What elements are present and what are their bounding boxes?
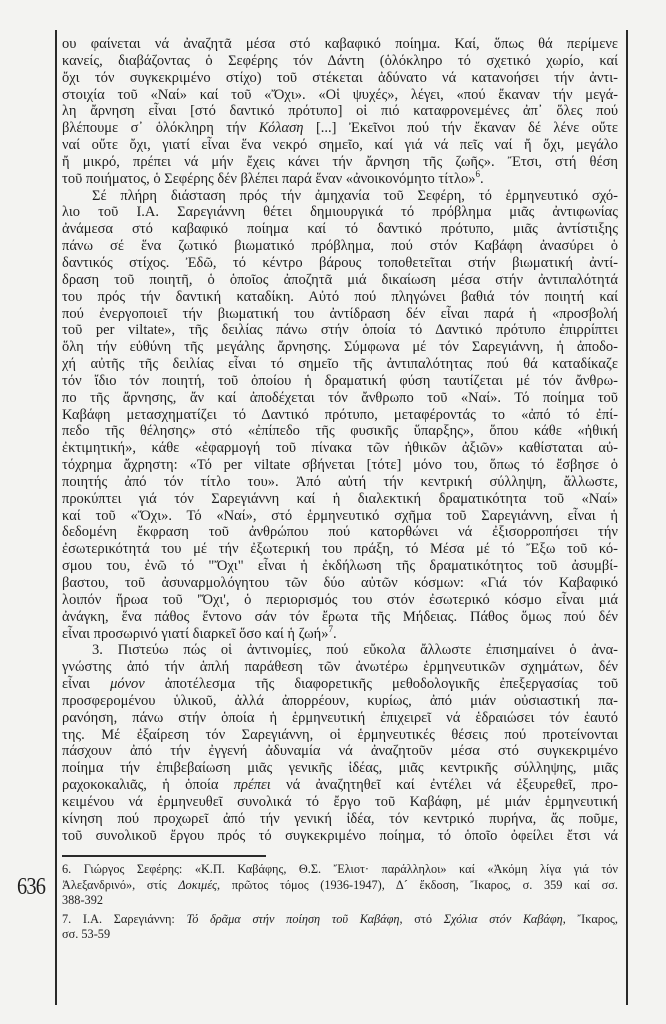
footnote-separator <box>62 855 266 857</box>
text-line: τόχρημα ἄχρηστη: «Τό per viltate σβήνεται [τότε] μόνο του, ὅπως τό ἔσβησε ὁ <box>62 457 618 474</box>
italic-text: μόνον <box>110 676 145 693</box>
text-line: πο τῆς ἄρνησης, ἄν καί ἀποδέχεται τόν ἄνθρωπο τοῦ «Ναί». Τό ποίημα τοῦ <box>62 389 618 406</box>
italic-text: Δοκιμές <box>178 877 218 892</box>
text-line: γνώστης ἀπό τήν ἁπλή παράθεση τῶν ἀνωτέρω ἑρμηνευτικῶν σχημάτων, δέν <box>62 659 618 676</box>
text-line: πεδο τῆς θέλησης» στό «ἐπίπεδο τῆς φυσικῆς ὕπαρξης», ὅπου κάθε «ἠθική <box>62 423 618 440</box>
body-text <box>62 36 618 845</box>
text-line: εἶναι προσωρινό γιατί διαρκεῖ ὅσο καί ἡ ζωή»$^7$. <box>62 623 337 642</box>
text-line: χή αὐτῆς τῆς δειλίας εἶναι τό σημεῖο τῆς ἀντιπαλότητας πού θά καταδίκαζε <box>62 356 618 373</box>
text-line: ἐσωτερικότητά του μέ τήν ἐξωτερική του πράξη, τό Μέσα μέ τό Ἔξω τοῦ κό- <box>62 541 618 558</box>
text-line: δεδομένη ἔκφραση τοῦ ἀνθρώπου πού κατορθώνει νά ἐξισορροπήσει τήν <box>62 524 618 541</box>
text-line: Σέ πλήρη διάσταση πρός τήν ἀμηχανία τοῦ Σεφέρη, τό ἑρμηνευτικό σχό- <box>92 187 618 204</box>
text-line: βλέπουμε σ᾿ ὁλόκληρη τήν Κόλαση [...] Ἐκεῖνοι πού τήν ἔκαναν δέ λένε οὔτε <box>62 120 618 137</box>
text-line: ὄχι τόν συγκεκριμένο στίχο) τοῦ στέκεται ἀδύνατο νά κατανοήσει τήν ἀντι- <box>62 69 618 86</box>
text-line: ὅλη τήν εὐθύνη τῆς μεγάλης ἄρνησης. Σύμφωνα μέ τόν Σαρεγιάννη, ἡ ἀποδο- <box>62 339 618 356</box>
page-number: 636 <box>17 874 46 900</box>
paragraph <box>62 642 618 844</box>
text-line: ποίημα τήν ἐπιβεβαίωση μιᾶς γενικῆς ἰδέας, μιᾶς κεντρικῆς σύλληψης, μιᾶς <box>62 760 618 777</box>
text-line: ραχοκοκαλιᾶς, ἡ ὁποία πρέπει νά ἀναζητηθεῖ καί ἐντέλει νά ἐξευρεθεῖ, προ- <box>62 777 618 794</box>
text-line: ἀνάμεσα στό καβαφικό ποίημα καί τό δαντικό πρότυπο, μιᾶς ἀντίστιξης <box>62 221 618 238</box>
italic-text: Τό δρᾶμα στήν ποίηση τοῦ Καβάφη <box>186 911 400 926</box>
text-line: του πρός τήν δαντική καταδίκη. Αὐτό πού πληγώνει βαθιά τόν ποιητή καί <box>62 288 618 305</box>
text-line: προσφερομένου ὑλικοῦ, ἀλλά ἀπορρέουν, κυρίως, ἀπό μιάν οὐσιαστική πα- <box>62 692 618 709</box>
footnote-line: 6. Γιώργος Σεφέρης: «Κ.Π. Καβάφης, Θ.Σ. Ἔλιοτ· παράλληλοι» καί «Ἀκόμη λίγα γιά τόν <box>62 862 618 876</box>
text-line: λιο τοῦ Ι.Α. Σαρεγιάννη θέτει δημιουργικά τό πρόβλημα μιᾶς ἀντιφωνίας <box>62 204 618 221</box>
text-line: της. Μέ ἐξαίρεση τόν Σαρεγιάννη, οἱ ἑρμηνευτικές θέσεις πού προτείνονται <box>62 726 618 743</box>
footnote-line: σσ. 53-59 <box>62 927 111 941</box>
paragraph <box>62 36 618 188</box>
text-line: κειμένου νά ἑρμηνευθεῖ συνολικά τό ἔργο τοῦ Καβάφη, μέ μιάν ἑρμηνευτική <box>62 793 618 810</box>
text-line: τοῦ per viltate», τῆς δειλίας πάνω στήν ὁποία τό Δαντικό πρότυπο ἐπιρρίπτει <box>62 322 618 339</box>
text-line: κανείς, διαβάζοντας ὁ Σεφέρης τόν Δάντη (ὁλόκληρο τό σχετικό χωρίο, καί <box>62 52 618 69</box>
text-line: τόν ἴδιο τόν ποιητή, τοῦ ὁποίου ἡ δραματική φύση ταυτίζεται μέ τόν ἄνθρω- <box>62 372 618 389</box>
text-line: δραση τοῦ ποιητῆ, ὁ ὁποῖος ἀποζητᾶ μιά δικαίωση μέσα στήν ἀντιπαλότητά <box>62 271 618 288</box>
text-line: ρανόηση, πάνω στήν ὁποία ἡ ἑρμηνευτική ἐπιχειρεῖ νά ἑδραιώσει τόν ἑαυτό <box>62 709 618 726</box>
text-line: ναί οὔτε ὄχι, γιατί εἶναι ἕνα νεκρό σημεῖο, καί γιά νά πεῖς ναί ἤ ὄχι, μεγάλο <box>62 137 618 154</box>
text-line: στοιχία τοῦ «Ναί» καί τοῦ «Ὄχι». «Οἱ ψυχές», λέγει, «πού ἔκαναν τήν μεγά- <box>62 86 618 103</box>
text-line: πού ἐνεργοποιεῖ τήν βιωματική του ἀντίδραση δέν εἶναι παρά ἡ «προσβολή <box>62 305 618 322</box>
footnote-line: 388-392 <box>62 893 103 907</box>
text-line: 3. Πιστεύω πώς οἱ ἀντινομίες, πού εὔκολα ἄλλωστε ἐπισημαίνει ὁ ἀνα- <box>92 642 618 659</box>
text-line: λοιπόν ἥρωα τοῦ 'Ὄχι', ὁ περιορισμός του στόν ἐσωτερικό κόσμο εἶναι μιά <box>62 591 618 608</box>
text-line: προκύπτει γιά τόν Σαρεγιάννη καί ἡ διαλεκτική δραματικότητα τοῦ «Ναί» <box>62 490 618 507</box>
text-line: τοῦ ποιήματος, ὁ Σεφέρης δέν βλέπει παρά ἕναν «ἀνοικονόμητο τίτλο»$^6$. <box>62 168 484 187</box>
text-line: καί τοῦ «Ὄχι». Τό «Ναί», στό ἑρμηνευτικό σχῆμα τοῦ Σαρεγιάννη, εἶναι ἡ <box>62 507 618 524</box>
left-margin-rule <box>55 30 57 1005</box>
text-line: ου φαίνεται νά ἀναζητᾶ μέσα στό καβαφικό ποίημα. Καί, ὅπως θά περίμενε <box>62 36 618 52</box>
text-line: τοῦ συνολικοῦ ἔργου πρός τό συγκεκριμένο ποίημα, τό ὁποῖο ὀφείλει ἔτσι νά <box>62 827 618 844</box>
text-line: κίνηση πού προχωρεῖ ἀπό τήν γενική ἰδέα, τόν κεντρικό πυρήνα, ἄς ποῦμε, <box>62 810 618 827</box>
text-line: δαντικός στίχος. Ἐδῶ, τό κέντρο βάρους τοποθετεῖται στήν βιωματική ἀντί- <box>62 254 618 271</box>
footnote <box>62 912 618 943</box>
footnote-line: Ἀλεξανδρινό», στίς Δοκιμές, πρῶτος τόμος (1936-1947), Δ´ ἔκδοση, Ἴκαρος, σ. 359 καί σσ. <box>62 877 618 892</box>
footnotes <box>62 862 618 946</box>
text-line: σμου του, ἐνῶ τό "Ὄχι" εἶναι ἡ ἐκδήλωση τῆς δραματικότητος τοῦ ἀσυμβί- <box>62 558 618 575</box>
text-line: ἀνάγκη, ἕνα πάθος ἔντονο σάν τόν ἔρωτα τῆς Μήδειας. Πάθος ὅμως πού δέν <box>62 608 618 625</box>
text-line: ἤ μικρό, πρέπει νά μήν ἔχεις κάνει τήν ἄρνηση τῆς ζωῆς». Ἔτσι, στή θέση <box>62 153 618 170</box>
text-line: βαστου, τοῦ ἀσυναρμολόγητου τῶν δύο αὐτῶν κόσμων: «Γιά τόν Καβαφικό <box>62 575 618 591</box>
footnote-marker: 6 <box>475 168 480 179</box>
italic-text: Σχόλια στόν Καβάφη <box>443 911 563 926</box>
footnote <box>62 862 618 909</box>
text-line: πάνω σέ ἕνα ζωτικό βιωματικό πρόβλημα, πού στόν Καβάφη ἀνασύρει ὁ <box>62 238 618 255</box>
text-line: ἐκτιμητική», κάθε «ἐφαρμογή τοῦ πίνακα τῶν ἠθικῶν ἀξιῶν» καθίσταται αὐ- <box>62 440 618 457</box>
footnote-line: 7. Ι.Α. Σαρεγιάννη: Τό δρᾶμα στήν ποίηση τοῦ Καβάφη, στό Σχόλια στόν Καβάφη, Ἴκαρος, <box>62 911 618 926</box>
paragraph <box>62 188 618 643</box>
text-line: πάσχουν ἀπό τήν ἐγγενή ἀδυναμία νά ἀναζητοῦν μέσα στό συγκεκριμένο <box>62 743 618 760</box>
text-line: Καβάφη μετασχηματίζει τό Δαντικό πρότυπο, μεταφέροντάς το «ἀπό τό ἐπί- <box>62 406 618 423</box>
footnote-marker: 7 <box>328 623 333 634</box>
right-margin-rule <box>626 30 628 1005</box>
italic-text: πρέπει <box>233 777 271 794</box>
italic-text: Κόλαση <box>258 120 304 137</box>
text-line: λη ἄρνηση εἶναι [στό δαντικό πρότυπο] οἱ πιό καταφρονεμένες ἀπ᾿ ὅλες πού <box>62 103 618 120</box>
text-line: ποιητής ἀπό τόν τίτλο του». Ἀπό αὐτή τήν κεντρική σύλληψη, ἄλλωστε, <box>62 473 618 490</box>
text-line: εἶναι μόνον ἀποτέλεσμα τῆς διαφορετικῆς μεθοδολογικῆς ἐπεξεργασίας τοῦ <box>62 676 619 693</box>
